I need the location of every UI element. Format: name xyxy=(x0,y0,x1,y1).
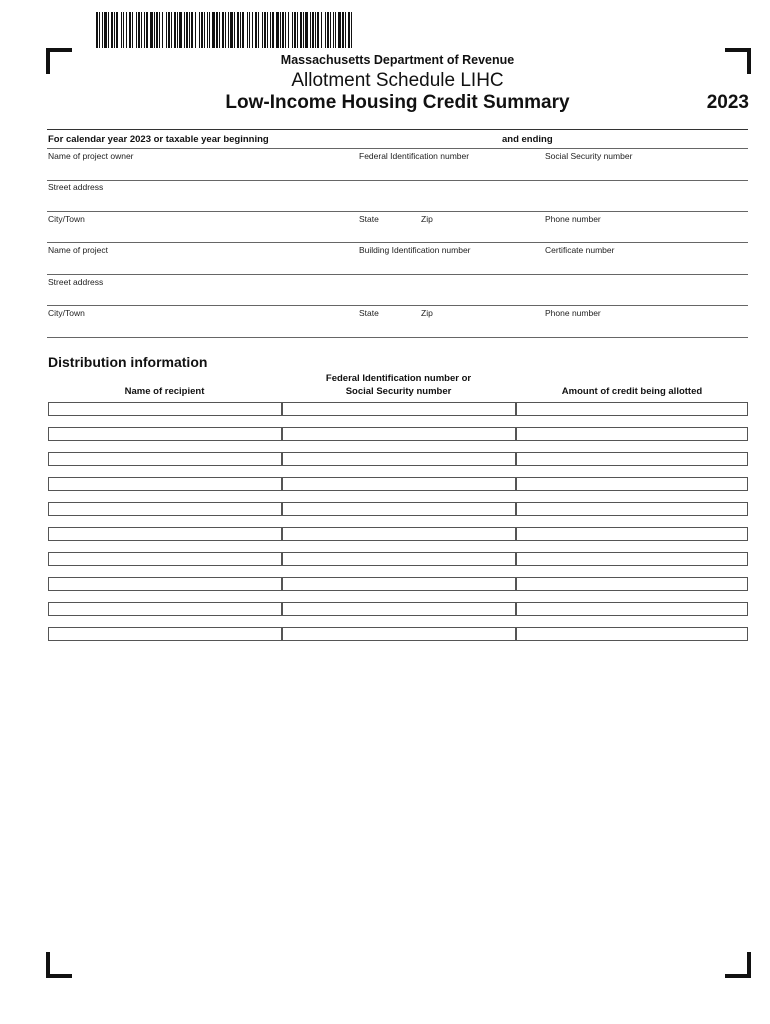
recipient-name-input[interactable] xyxy=(48,602,282,616)
barcode-bar xyxy=(111,12,113,48)
barcode-bar xyxy=(141,12,142,48)
barcode-bar xyxy=(264,12,266,48)
credit-amount-input[interactable] xyxy=(516,627,748,641)
divider xyxy=(47,242,748,243)
barcode-bar xyxy=(116,12,118,48)
barcode-bar xyxy=(351,12,352,48)
credit-amount-input[interactable] xyxy=(516,577,748,591)
barcode-bar xyxy=(237,12,239,48)
barcode-bar xyxy=(249,12,250,48)
barcode-bar xyxy=(179,12,182,48)
barcode-bar xyxy=(240,12,241,48)
barcode-bar xyxy=(312,12,314,48)
barcode-bar xyxy=(212,12,215,48)
recipient-id-input[interactable] xyxy=(282,502,516,516)
barcode-bar xyxy=(136,12,137,48)
barcode-bar xyxy=(335,12,336,48)
building-id-field[interactable]: Building Identification number xyxy=(359,245,471,255)
barcode-bar xyxy=(189,12,190,48)
barcode-bar xyxy=(209,12,210,48)
barcode-bar xyxy=(330,12,331,48)
tax-year-beginning-field[interactable]: For calendar year 2023 or taxable year beginning xyxy=(48,134,269,145)
barcode-bar xyxy=(195,12,196,48)
barcode-bar xyxy=(310,12,311,48)
credit-amount-input[interactable] xyxy=(516,502,748,516)
barcode-bar xyxy=(292,12,293,48)
barcode-bar xyxy=(303,12,304,48)
barcode-bar xyxy=(305,12,308,48)
barcode-bar xyxy=(216,12,218,48)
project-street-field[interactable]: Street address xyxy=(48,277,104,287)
barcode-bar xyxy=(146,12,148,48)
barcode-bar xyxy=(108,12,109,48)
barcode-bar xyxy=(129,12,131,48)
tax-year: 2023 xyxy=(706,92,749,113)
credit-amount-input[interactable] xyxy=(516,602,748,616)
divider xyxy=(47,305,748,306)
form-subtitle: Low-Income Housing Credit Summary xyxy=(225,92,570,113)
column-header-id-line2: Social Security number xyxy=(345,386,452,397)
owner-street-field[interactable]: Street address xyxy=(48,182,104,192)
barcode-bar xyxy=(297,12,298,48)
certificate-number-field[interactable]: Certificate number xyxy=(545,245,615,255)
barcode-bar xyxy=(96,12,98,48)
barcode-bar xyxy=(222,12,224,48)
barcode-bar xyxy=(138,12,140,48)
recipient-name-input[interactable] xyxy=(48,527,282,541)
barcode-bar xyxy=(300,12,302,48)
barcode-bar xyxy=(338,12,341,48)
barcode-bar xyxy=(255,12,257,48)
recipient-id-input[interactable] xyxy=(282,477,516,491)
barcode-bar xyxy=(207,12,208,48)
barcode-bar xyxy=(325,12,326,48)
barcode-bar xyxy=(166,12,167,48)
barcode-bar xyxy=(219,12,220,48)
owner-fein-field[interactable]: Federal Identification number xyxy=(359,151,470,161)
owner-zip-field[interactable]: Zip xyxy=(421,214,433,224)
barcode-bar xyxy=(342,12,344,48)
recipient-id-input[interactable] xyxy=(282,427,516,441)
barcode-bar xyxy=(126,12,127,48)
project-city-field[interactable]: City/Town xyxy=(48,308,85,318)
barcode-bar xyxy=(333,12,334,48)
project-state-field[interactable]: State xyxy=(359,308,379,318)
barcode-bar xyxy=(267,12,268,48)
barcode-bar xyxy=(191,12,193,48)
divider xyxy=(47,337,748,338)
barcode-bar xyxy=(168,12,170,48)
recipient-id-input[interactable] xyxy=(282,527,516,541)
barcode-bar xyxy=(252,12,253,48)
recipient-id-input[interactable] xyxy=(282,577,516,591)
barcode-bar xyxy=(132,12,133,48)
recipient-id-input[interactable] xyxy=(282,627,516,641)
divider xyxy=(47,211,748,212)
barcode-bar xyxy=(282,12,284,48)
barcode-bar xyxy=(121,12,122,48)
barcode-bar xyxy=(294,12,296,48)
owner-state-field[interactable]: State xyxy=(359,214,379,224)
barcode-bar xyxy=(162,12,163,48)
barcode xyxy=(96,12,354,48)
barcode-bar xyxy=(225,12,226,48)
recipient-name-input[interactable] xyxy=(48,627,282,641)
recipient-name-input[interactable] xyxy=(48,452,282,466)
owner-phone-field[interactable]: Phone number xyxy=(545,214,601,224)
header-rule xyxy=(47,129,748,130)
barcode-bar xyxy=(156,12,158,48)
divider xyxy=(47,274,748,275)
owner-city-field[interactable]: City/Town xyxy=(48,214,85,224)
barcode-bar xyxy=(315,12,316,48)
barcode-bar xyxy=(177,12,178,48)
owner-ssn-field[interactable]: Social Security number xyxy=(545,151,633,161)
barcode-bar xyxy=(199,12,200,48)
barcode-bar xyxy=(242,12,244,48)
barcode-bar xyxy=(144,12,145,48)
barcode-bar xyxy=(154,12,155,48)
recipient-name-input[interactable] xyxy=(48,402,282,416)
distribution-section-title: Distribution information xyxy=(48,354,208,370)
barcode-bar xyxy=(184,12,185,48)
recipient-name-input[interactable] xyxy=(48,577,282,591)
barcode-bar xyxy=(123,12,124,48)
corner-mark-bottom-right xyxy=(725,952,751,978)
barcode-bar xyxy=(186,12,188,48)
project-owner-name-field[interactable]: Name of project owner xyxy=(48,151,134,161)
barcode-bar xyxy=(321,12,322,48)
corner-mark-bottom-left xyxy=(46,952,72,978)
recipient-id-input[interactable] xyxy=(282,452,516,466)
barcode-bar xyxy=(204,12,205,48)
barcode-bar xyxy=(102,12,103,48)
barcode-bar xyxy=(288,12,289,48)
recipient-id-input[interactable] xyxy=(282,552,516,566)
divider xyxy=(47,180,748,181)
barcode-bar xyxy=(201,12,203,48)
barcode-bar xyxy=(150,12,153,48)
recipient-id-input[interactable] xyxy=(282,402,516,416)
barcode-bar xyxy=(262,12,263,48)
recipient-name-input[interactable] xyxy=(48,552,282,566)
project-zip-field[interactable]: Zip xyxy=(421,308,433,318)
barcode-bar xyxy=(317,12,319,48)
project-name-field[interactable]: Name of project xyxy=(48,245,108,255)
barcode-bar xyxy=(159,12,160,48)
recipient-name-input[interactable] xyxy=(48,502,282,516)
credit-amount-input[interactable] xyxy=(516,527,748,541)
barcode-bar xyxy=(276,12,279,48)
barcode-bar xyxy=(270,12,271,48)
form-title: Allotment Schedule LIHC xyxy=(291,70,504,91)
barcode-bar xyxy=(348,12,350,48)
barcode-bar xyxy=(258,12,259,48)
barcode-bar xyxy=(114,12,115,48)
column-header-id xyxy=(282,372,515,398)
barcode-bar xyxy=(171,12,172,48)
credit-amount-input[interactable] xyxy=(516,552,748,566)
divider xyxy=(47,148,748,149)
barcode-bar xyxy=(327,12,329,48)
recipient-id-input[interactable] xyxy=(282,602,516,616)
barcode-bar xyxy=(104,12,107,48)
column-header-id-line1: Federal Identification number or xyxy=(325,373,472,384)
column-header-recipient: Name of recipient xyxy=(124,386,205,397)
recipient-name-input[interactable] xyxy=(48,477,282,491)
barcode-bar xyxy=(230,12,233,48)
credit-amount-input[interactable] xyxy=(516,402,748,416)
credit-amount-input[interactable] xyxy=(516,427,748,441)
project-phone-field[interactable]: Phone number xyxy=(545,308,601,318)
agency-name: Massachusetts Department of Revenue xyxy=(280,53,515,67)
recipient-name-input[interactable] xyxy=(48,427,282,441)
barcode-bar xyxy=(247,12,248,48)
tax-year-ending-field[interactable]: and ending xyxy=(502,134,553,145)
barcode-bar xyxy=(228,12,229,48)
column-header-amount: Amount of credit being allotted xyxy=(561,386,703,397)
credit-amount-input[interactable] xyxy=(516,452,748,466)
barcode-bar xyxy=(285,12,286,48)
barcode-bar xyxy=(234,12,235,48)
credit-amount-input[interactable] xyxy=(516,477,748,491)
barcode-bar xyxy=(174,12,176,48)
barcode-bar xyxy=(345,12,346,48)
barcode-bar xyxy=(280,12,281,48)
barcode-bar xyxy=(99,12,100,48)
barcode-bar xyxy=(272,12,274,48)
